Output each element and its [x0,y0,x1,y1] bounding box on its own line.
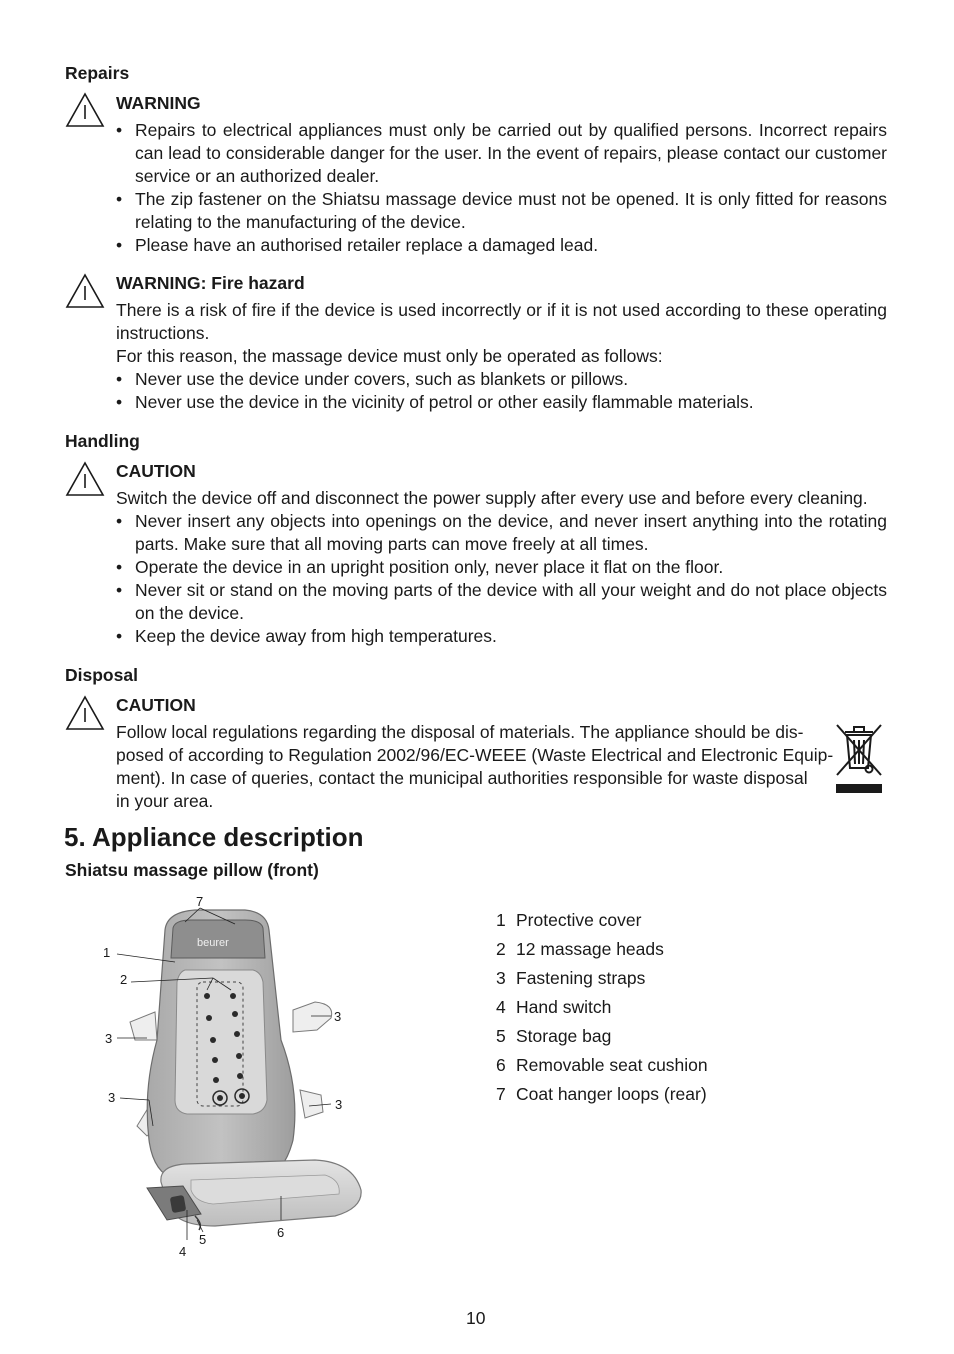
callout-3: 3 [108,1090,116,1105]
disposal-line: ment). In case of queries, contact the municipal authorities responsible for waste disposal [116,768,808,788]
callout-3: 3 [335,1097,343,1112]
repairs-heading: Repairs [65,63,130,83]
list-item: • Repairs to electrical appliances must only be carried out by qualified persons. Incorrect repairs can lead to considerable danger for the user. In the event of repairs, please contact our customer service or an authorized dealer. [116,119,887,188]
handling-heading: Handling [65,431,140,451]
legend-item: 2 12 massage heads [496,939,664,959]
callout-5: 5 [199,1232,207,1247]
list-item: • Never sit or stand on the moving parts of the device with all your weight and do not place objects on the device. [116,579,887,625]
legend-item: 5 Storage bag [496,1026,612,1046]
fire-hazard-block [116,299,887,414]
list-item: • Keep the device away from high temperatures. [116,625,887,648]
warning-triangle-icon [65,695,105,731]
repairs-bullets [116,119,887,257]
disposal-line: in your area. [116,791,214,811]
crossed-out-bin-icon [834,722,884,794]
handling-text: Switch the device off and disconnect the power supply after every use and before every cleaning. [116,488,868,508]
disposal-text [116,721,834,813]
list-item: • Never use the device under covers, such as blankets or pillows. [116,368,887,391]
section-title: 5. Appliance description [64,822,364,852]
disposal-line: Follow local regulations regarding the disposal of materials. The appliance should be dis- [116,722,804,742]
brand-logo: beurer [197,937,229,949]
fire-hazard-title: WARNING: Fire hazard [116,273,305,293]
disposal-line: posed of according to Regulation 2002/96/EC-WEEE (Waste Electrical and Electronic Equip- [116,745,834,765]
list-item: • The zip fastener on the Shiatsu massage device must not be opened. It is only fitted for reasons relating to the manufacturing of the device. [116,188,887,234]
warning-title: WARNING [116,93,201,113]
warning-triangle-icon [65,461,105,497]
list-item: • Please have an authorised retailer replace a damaged lead. [116,234,887,257]
section-subtitle: Shiatsu massage pillow (front) [65,860,319,880]
handling-block [116,487,887,648]
callout-2: 2 [120,972,128,987]
massage-seat-illustration [95,890,375,1265]
disposal-heading: Disposal [65,665,138,685]
legend-item: 4 Hand switch [496,997,612,1017]
legend-item: 3 Fastening straps [496,968,646,988]
list-item: • Never insert any objects into openings on the device, and never insert anything into the rotating parts. Make sure that all moving parts can move freely at all times. [116,510,887,556]
caution-title: CAUTION [116,461,196,481]
page-number: 10 [466,1308,486,1328]
legend-item: 1 Protective cover [496,910,642,930]
callout-4: 4 [179,1244,187,1259]
fire-hazard-text: For this reason, the massage device must only be operated as follows: [116,346,663,366]
list-item: • Never use the device in the vicinity of petrol or other easily flammable materials. [116,391,887,414]
warning-triangle-icon [65,273,105,309]
callout-3: 3 [105,1031,113,1046]
callout-6: 6 [277,1225,285,1240]
caution-title: CAUTION [116,695,196,715]
callout-7: 7 [196,894,204,909]
callout-3: 3 [334,1009,342,1024]
fire-hazard-text: There is a risk of fire if the device is used incorrectly or if it is not used according to these operating instructions. [116,300,887,343]
warning-triangle-icon [65,92,105,128]
list-item: • Operate the device in an upright position only, never place it flat on the floor. [116,556,887,579]
callout-1: 1 [103,945,111,960]
legend-item: 7 Coat hanger loops (rear) [496,1084,707,1104]
legend-item: 6 Removable seat cushion [496,1055,708,1075]
